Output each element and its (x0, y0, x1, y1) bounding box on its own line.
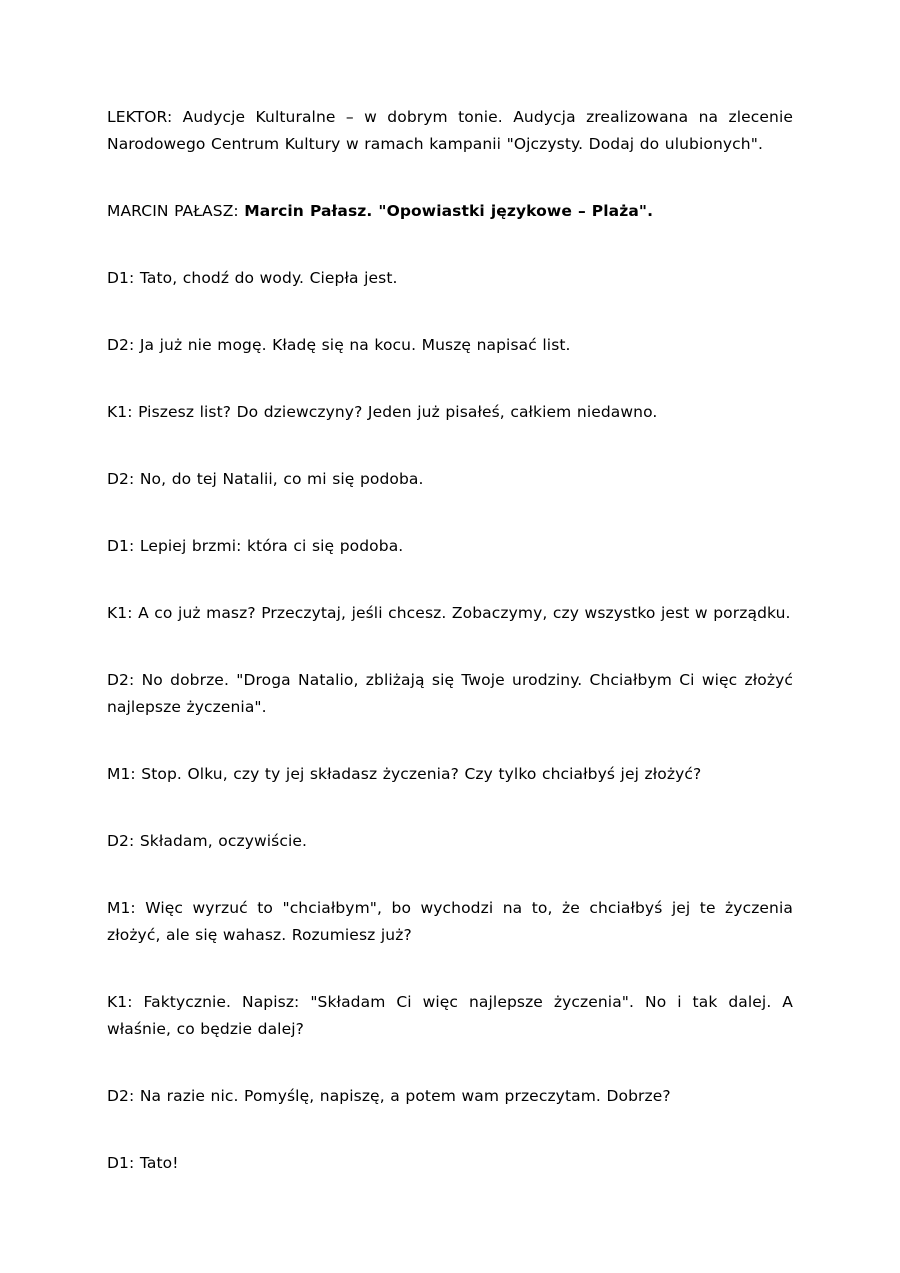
speaker-label: MARCIN PAŁASZ: (107, 202, 245, 220)
speech-text: Na razie nic. Pomyślę, napiszę, a potem wam przeczytam. Dobrze? (139, 1087, 671, 1105)
speech-text: Więc wyrzuć to "chciałbym", bo wychodzi na to, że chciałbyś jej te życzenia złożyć, ale się wahasz. Rozumiesz już? (107, 899, 793, 944)
speaker-label: D2: (107, 1087, 140, 1105)
speech-text: Ja już nie mogę. Kładę się na kocu. Muszę napisać list. (139, 336, 571, 354)
speaker-label: K1: (107, 993, 144, 1011)
transcript-paragraph (107, 533, 793, 560)
speech-text: Piszesz list? Do dziewczyny? Jeden już pisałeś, całkiem niedawno. (138, 403, 658, 421)
speech-text: A co już masz? Przeczytaj, jeśli chcesz. Zobaczymy, czy wszystko jest w porządku. (138, 604, 791, 622)
speaker-label: D2: (107, 832, 140, 850)
speaker-label: D1: (107, 1154, 140, 1172)
transcript-paragraph (107, 989, 793, 1043)
transcript-paragraph (107, 265, 793, 292)
transcript-paragraph (107, 332, 793, 359)
speaker-label: D2: (107, 470, 140, 488)
speaker-label: M1: (107, 765, 142, 783)
transcript-paragraph (107, 667, 793, 721)
transcript-paragraph (107, 198, 793, 225)
speaker-label: D1: (107, 269, 140, 287)
speaker-label: M1: (107, 899, 146, 917)
speech-text: Marcin Pałasz. "Opowiastki językowe – Plaża". (244, 202, 654, 220)
speech-text: Tato! (139, 1154, 179, 1172)
transcript-body (107, 104, 793, 1177)
transcript-paragraph (107, 399, 793, 426)
speaker-label: LEKTOR: (107, 108, 183, 126)
speech-text: Lepiej brzmi: która ci się podoba. (139, 537, 404, 555)
transcript-paragraph (107, 600, 793, 627)
transcript-paragraph (107, 104, 793, 158)
speaker-label: D2: (107, 336, 140, 354)
transcript-paragraph (107, 761, 793, 788)
transcript-paragraph (107, 466, 793, 493)
speaker-label: D2: (107, 671, 142, 689)
speech-text: Faktycznie. Napisz: "Składam Ci więc najlepsze życzenia". No i tak dalej. A właśnie, co będzie dalej? (107, 993, 794, 1038)
speaker-label: K1: (107, 604, 139, 622)
speech-text: No dobrze. "Droga Natalio, zbliżają się Twoje urodziny. Chciałbym Ci więc złożyć najlepsze życzenia". (107, 671, 793, 716)
speaker-label: D1: (107, 537, 140, 555)
transcript-paragraph (107, 1150, 793, 1177)
speech-text: No, do tej Natalii, co mi się podoba. (139, 470, 424, 488)
speaker-label: K1: (107, 403, 139, 421)
speech-text: Stop. Olku, czy ty jej składasz życzenia? Czy tylko chciałbyś jej złożyć? (141, 765, 702, 783)
speech-text: Audycje Kulturalne – w dobrym tonie. Audycja zrealizowana na zlecenie Narodowego Centrum Kultury w ramach kampanii "Ojczysty. Dodaj do ulubionych". (107, 108, 793, 153)
transcript-paragraph (107, 828, 793, 855)
transcript-paragraph (107, 1083, 793, 1110)
speech-text: Tato, chodź do wody. Ciepła jest. (139, 269, 398, 287)
transcript-paragraph (107, 895, 793, 949)
speech-text: Składam, oczywiście. (139, 832, 308, 850)
